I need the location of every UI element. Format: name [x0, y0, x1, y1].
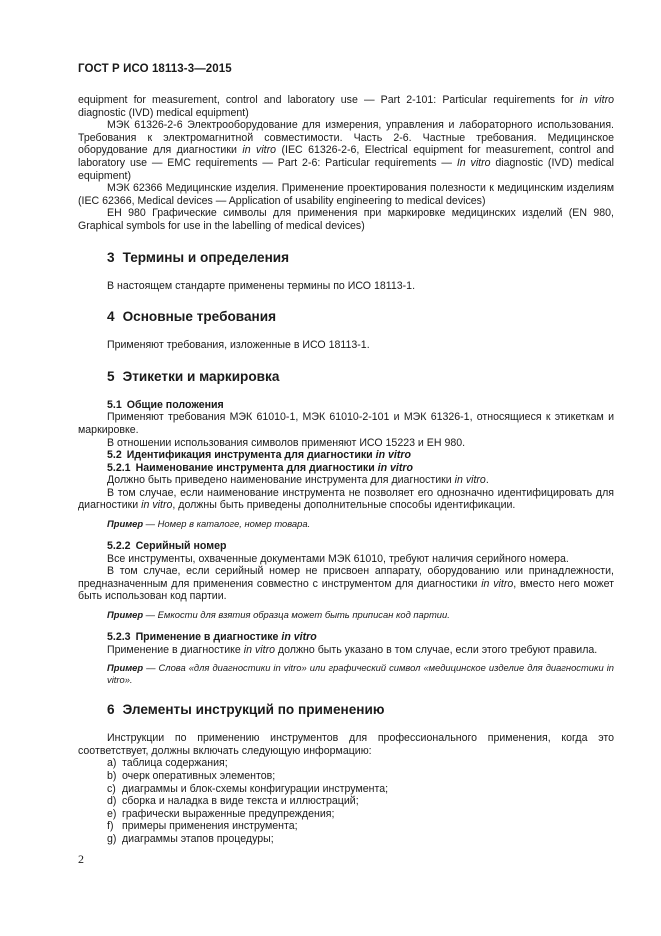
- reference-iec-61326-2-6: МЭК 61326-2-6 Электрооборудование для измерения, управления и лабораторного использования. Требования к электромагнитной совместимости. Часть 2-6. Частные требования. Медицинское оборудование для диагностики in vitro (IEC 61326-2-6, Electrical equipment for measurement, control and laboratory use — EMC requirements — Part 2-6: Particular requirements — In vitro diagnostic (IVD) medical equipment): [78, 119, 614, 182]
- section-5-2-1-heading: 5.2.1 Наименование инструмента для диагностики in vitro: [107, 461, 413, 474]
- section-3-text: В настоящем стандарте применены термины по ИСО 18113-1.: [107, 279, 416, 292]
- section-5-2-2-example: Пример — Емкости для взятия образца может быть приписан код партии.: [107, 609, 450, 621]
- document-body: [78, 94, 614, 846]
- section-5-1-paragraph-1: Применяют требования МЭК 61010-1, МЭК 61010-2-101 и МЭК 61326-1, относящиеся к этикеткам и маркировке.: [78, 411, 614, 436]
- section-5-2-1-paragraph-1: Должно быть приведено наименование инструмента для диагностики in vitro.: [107, 474, 489, 487]
- list-item: g) диаграммы этапов процедуры;: [107, 832, 274, 845]
- section-5-1-paragraph-2: В отношении использования символов применяют ИСО 15223 и ЕН 980.: [107, 436, 466, 449]
- section-5-2-2-paragraph-1: Все инструменты, охваченные документами МЭК 61010, требуют наличия серийного номера.: [107, 552, 569, 565]
- section-5-2-3-heading: 5.2.3 Применение в диагностике in vitro: [107, 631, 317, 644]
- list-item: b) очерк оперативных элементов;: [107, 770, 276, 782]
- section-3-heading: 3 Термины и определения: [107, 249, 290, 265]
- reference-en-980: ЕН 980 Графические символы для применения при маркировке медицинских изделий (EN 980, Graphical symbols for use in the labelling of medical devices): [78, 207, 614, 232]
- section-5-heading: 5 Этикетки и маркировка: [107, 368, 280, 384]
- section-5-2-3-example: Пример — Слова «для диагностики in vitro» или графический символ «медицинское изделие для диагностики in vitro».: [107, 662, 614, 686]
- section-6-heading: 6 Элементы инструкций по применению: [107, 702, 385, 718]
- section-6-list: [78, 757, 614, 845]
- section-5-2-2-heading: 5.2.2 Серийный номер: [107, 540, 227, 553]
- section-6-intro: Инструкции по применению инструментов для профессионального применения, когда это соответствует, должны включать следующую информацию:: [78, 732, 614, 757]
- reference-iec-62366: МЭК 62366 Медицинские изделия. Применение проектирования полезности к медицинским изделиям (IEC 62366, Medical devices — Application of usability engineering to medical devices): [78, 182, 614, 207]
- section-5-2-2-paragraph-2: В том случае, если серийный номер не присвоен аппарату, оборудованию или принадлежности, предназначенным для применения совместно с инструментом для диагностики in vitro, вместо него может быть использован код партии.: [78, 565, 614, 603]
- section-5-2-1-example: Пример — Номер в каталоге, номер товара.: [107, 518, 311, 530]
- section-5-2-3-paragraph-1: Применение в диагностике in vitro должно быть указано в том случае, если этого требуют правила.: [107, 643, 598, 656]
- list-item: c) диаграммы и блок-схемы конфигурации инструмента;: [107, 782, 389, 795]
- list-item: a) таблица содержания;: [107, 757, 228, 770]
- section-5-2-1-paragraph-2: В том случае, если наименование инструмента не позволяет его однозначно идентифицировать для диагностики in vitro, должны быть приведены дополнительные способы идентификации.: [78, 486, 614, 512]
- page-number: 2: [78, 852, 84, 866]
- section-4-heading: 4 Основные требования: [107, 309, 277, 325]
- reference-iec-61010-2-101: equipment for measurement, control and laboratory use — Part 2-101: Particular requirements for in vitro diagnostic (IVD) medical equipment): [78, 94, 614, 119]
- list-item: f) примеры применения инструмента;: [107, 820, 298, 833]
- section-4-text: Применяют требования, изложенные в ИСО 18113-1.: [107, 339, 370, 352]
- list-item: e) графически выраженные предупреждения;: [107, 807, 335, 820]
- section-5-1-heading: 5.1 Общие положения: [107, 398, 224, 411]
- section-5-2-heading: 5.2 Идентификация инструмента для диагностики in vitro: [107, 449, 411, 462]
- list-item: d) сборка и наладка в виде текста и иллюстраций;: [107, 795, 359, 808]
- document-header: ГОСТ Р ИСО 18113-3—2015: [78, 63, 232, 75]
